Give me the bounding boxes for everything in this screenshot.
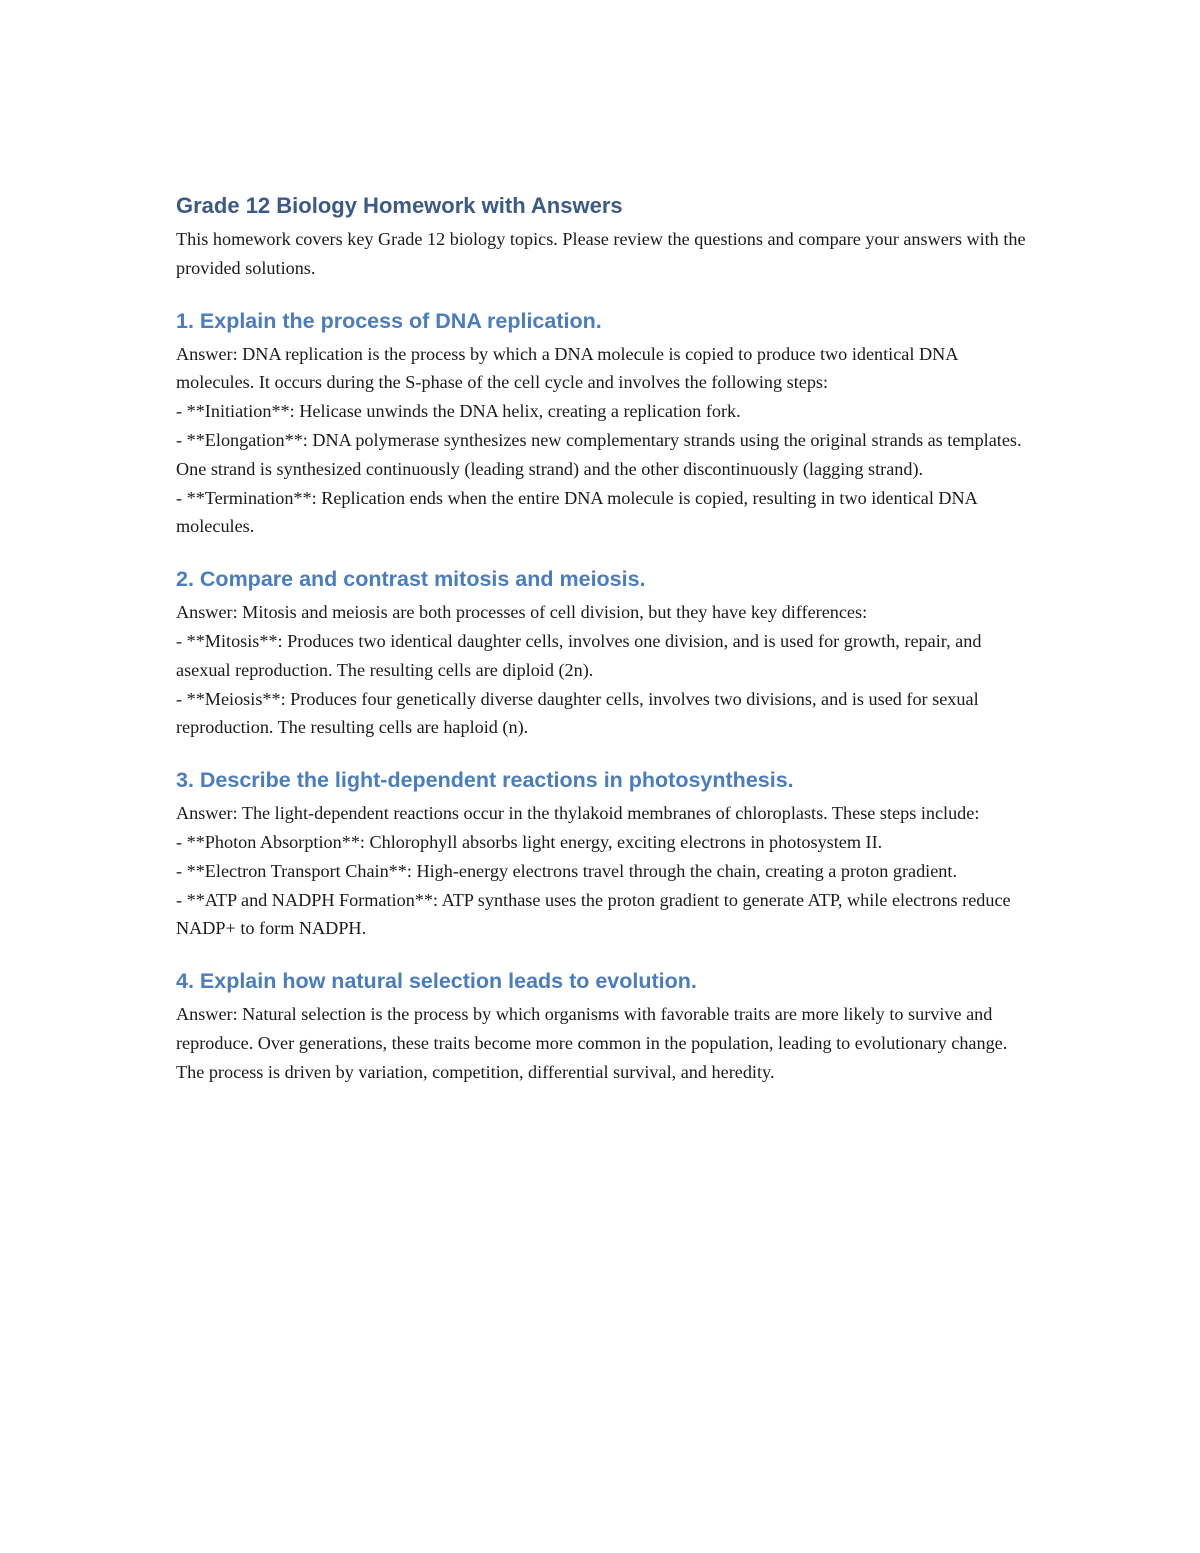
document-title: Grade 12 Biology Homework with Answers xyxy=(176,193,623,218)
answer-point: - **Elongation**: DNA polymerase synthesizes new complementary strands using the original strands as templates. One strand is synthesized continuously (leading strand) and the other discontinuously (lagging strand). xyxy=(176,429,1022,479)
answer-point: - **Termination**: Replication ends when the entire DNA molecule is copied, resulting in two identical DNA molecules. xyxy=(176,487,977,537)
intro-paragraph: This homework covers key Grade 12 biology topics. Please review the questions and compare your answers with the provided solutions. xyxy=(176,229,1026,278)
answer-point: - **Photon Absorption**: Chlorophyll absorbs light energy, exciting electrons in photosystem II. xyxy=(176,831,883,852)
question-section-3 xyxy=(176,764,1026,943)
answer-text: Answer: Natural selection is the process by which organisms with favorable traits are more likely to survive and reproduce. Over generations, these traits become more common in the population, leading to evolutionary change. The process is driven by variation, competition, differential survival, and heredity. xyxy=(176,1004,1008,1082)
question-heading: 1. Explain the process of DNA replication. xyxy=(176,308,602,333)
answer-text: Answer: DNA replication is the process by which a DNA molecule is copied to produce two identical DNA molecules. It occurs during the S-phase of the cell cycle and involves the following steps: xyxy=(176,343,958,393)
question-heading: 2. Compare and contrast mitosis and meiosis. xyxy=(176,567,646,592)
answer-point: - **Electron Transport Chain**: High-energy electrons travel through the chain, creating a proton gradient. xyxy=(176,860,958,881)
answer-text: Answer: Mitosis and meiosis are both processes of cell division, but they have key differences: xyxy=(176,602,868,623)
answer-point: - **Meiosis**: Produces four genetically diverse daughter cells, involves two divisions, and is used for sexual reproduction. The resulting cells are haploid (n). xyxy=(176,688,979,738)
question-heading: 3. Describe the light-dependent reactions in photosynthesis. xyxy=(176,768,794,793)
answer-point: - **Mitosis**: Produces two identical daughter cells, involves one division, and is used for growth, repair, and asexual reproduction. The resulting cells are diploid (2n). xyxy=(176,630,982,680)
answer-point: - **Initiation**: Helicase unwinds the DNA helix, creating a replication fork. xyxy=(176,401,741,422)
question-section-1 xyxy=(176,305,1026,542)
answer-point: - **ATP and NADPH Formation**: ATP synthase uses the proton gradient to generate ATP, while electrons reduce NADP+ to form NADPH. xyxy=(176,889,1011,939)
answer-text: Answer: The light-dependent reactions occur in the thylakoid membranes of chloroplasts. These steps include: xyxy=(176,803,980,824)
question-section-4 xyxy=(176,965,1026,1086)
document-page xyxy=(176,190,1026,1109)
question-heading: 4. Explain how natural selection leads to evolution. xyxy=(176,969,697,994)
question-section-2 xyxy=(176,563,1026,742)
